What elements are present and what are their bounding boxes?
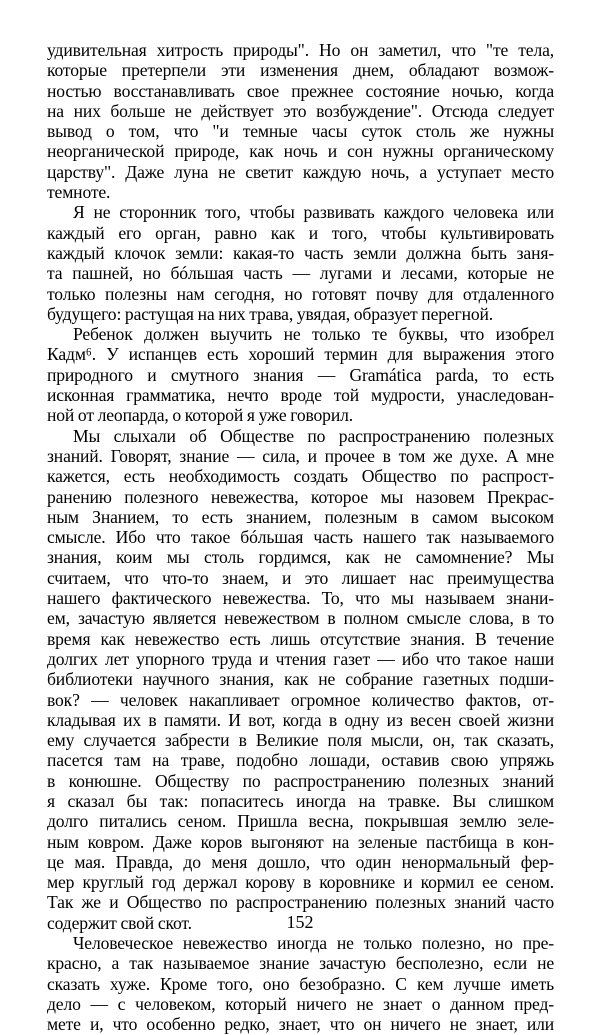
- text-line: содержит свой скот.: [47, 912, 192, 933]
- text-line: та пашней, но бóльшая часть — лугами и лесами, которые не: [47, 263, 554, 284]
- text-line: темноте.: [47, 182, 111, 203]
- text-line: будущего: растущая на них трава, увядая, образует перегной.: [47, 303, 494, 324]
- text-line: ным Знанием, то есть знанием, полезным в самом высоком: [47, 506, 554, 527]
- text-line: вок? — человек накапливает огромное количество фактов, от-: [47, 689, 554, 710]
- text-line: дело — с человеком, который ничего не знает о данном пред-: [47, 993, 554, 1014]
- text-line: долгих лет упорного труда и чтения газет — ибо что такое наши: [47, 648, 554, 669]
- text-line: знания, коим мы столь гордимся, как не самомнение? Мы: [47, 547, 554, 568]
- text-line: красно, а так называемое знание зачастую бесполезно, если не: [47, 953, 554, 974]
- text-line: каждый клочок земли: какая-то часть земли должна быть заня-: [47, 242, 554, 263]
- text-line: природного и смутного знания — Gramática parda, то есть: [47, 364, 554, 385]
- text-line: нашего фактического невежества. То, что мы называем знани-: [47, 588, 554, 609]
- body-text: [47, 40, 554, 1035]
- text-line: це мая. Правда, до меня дошло, что один ненормальный фер-: [47, 851, 554, 872]
- text-line: кажется, есть необходимость создать Общество по распрост-: [47, 466, 554, 487]
- text-line: библиотеки научного знания, как не собрание газетных подши-: [47, 669, 554, 690]
- text-line: ранению полезного невежества, которое мы назовем Прекрас-: [47, 486, 554, 507]
- text-line: знаний. Говорят, знание — сила, и прочее в том же духе. А мне: [47, 445, 554, 466]
- text-line: вывод о том, что "и темные часы суток столь же нужны: [47, 121, 554, 142]
- text-line: Мы слыхали об Обществе по распространению полезных: [73, 425, 554, 446]
- text-line: ным ковром. Даже коров выгоняют на зеленые пастбища в кон-: [47, 831, 554, 852]
- text-line: только полезны нам сегодня, но готовят почву для отдаленного: [47, 283, 554, 304]
- text-line: мете и, что особенно редко, знает, что он ничего не знает, или: [47, 1014, 554, 1035]
- text-line: каждый его орган, равно как и того, чтобы культивировать: [47, 222, 554, 243]
- text-line: ем, зачастую является невежеством в полном смысле слова, в то: [47, 608, 554, 629]
- text-line: ностью восстанавливать свое прежнее состояние ночью, когда: [47, 80, 554, 101]
- text-line: Так же и Общество по распространению полезных знаний часто: [47, 892, 554, 913]
- text-line: в конюшне. Обществу по распространению полезных знаний: [47, 770, 554, 791]
- text-line: которые претерпели эти изменения днем, обладают возмож-: [47, 60, 554, 81]
- text-line: мер круглый год держал корову в коровнике и кормил ее сеном.: [47, 872, 554, 893]
- text-line: время как невежество есть лишь отсутствие знания. В течение: [47, 628, 554, 649]
- text-line: ной от леопарда, о которой я уже говорил.: [47, 405, 353, 426]
- text-line: смысле. Ибо что такое бóльшая часть нашего так называемого: [47, 527, 554, 548]
- text-line: неорганической природе, как ночь и сон нужны органическому: [47, 141, 554, 162]
- text-line: Я не сторонник того, чтобы развивать каждого человека или: [73, 202, 554, 223]
- text-line: удивительная хитрость природы". Но он заметил, что "те тела,: [47, 40, 554, 60]
- text-line: Человеческое невежество иногда не только полезно, но пре-: [73, 933, 554, 954]
- text-line: Кадм⁶. У испанцев есть хороший термин для выражения этого: [47, 344, 554, 365]
- text-line: царству". Даже луна не светит каждую ночь, а уступает место: [47, 161, 554, 182]
- text-line: ему случается забрести в Великие поля мысли, он, так сказать,: [47, 730, 554, 751]
- page-number: 152: [286, 912, 314, 932]
- text-line: исконная грамматика, нечто вроде той мудрости, унаследован-: [47, 385, 554, 406]
- text-line: Ребенок должен выучить не только те буквы, что изобрел: [73, 324, 554, 345]
- text-line: считаем, что что-то знаем, и это лишает нас преимущества: [47, 567, 554, 588]
- text-line: я сказал бы так: попаситесь иногда на травке. Вы слишком: [47, 790, 554, 811]
- text-line: сказать хуже. Кроме того, оно безобразно. С кем лучше иметь: [47, 973, 554, 994]
- text-line: кладывая их в памяти. И вот, когда в одну из весен своей жизни: [47, 709, 554, 730]
- text-line: на них больше не действует это возбуждение". Отсюда следует: [47, 100, 554, 121]
- text-line: пасется там на траве, подобно лошади, оставив свою упряжь: [47, 750, 554, 771]
- text-line: долго питались сеном. Пришла весна, покрывшая землю зеле-: [47, 811, 554, 832]
